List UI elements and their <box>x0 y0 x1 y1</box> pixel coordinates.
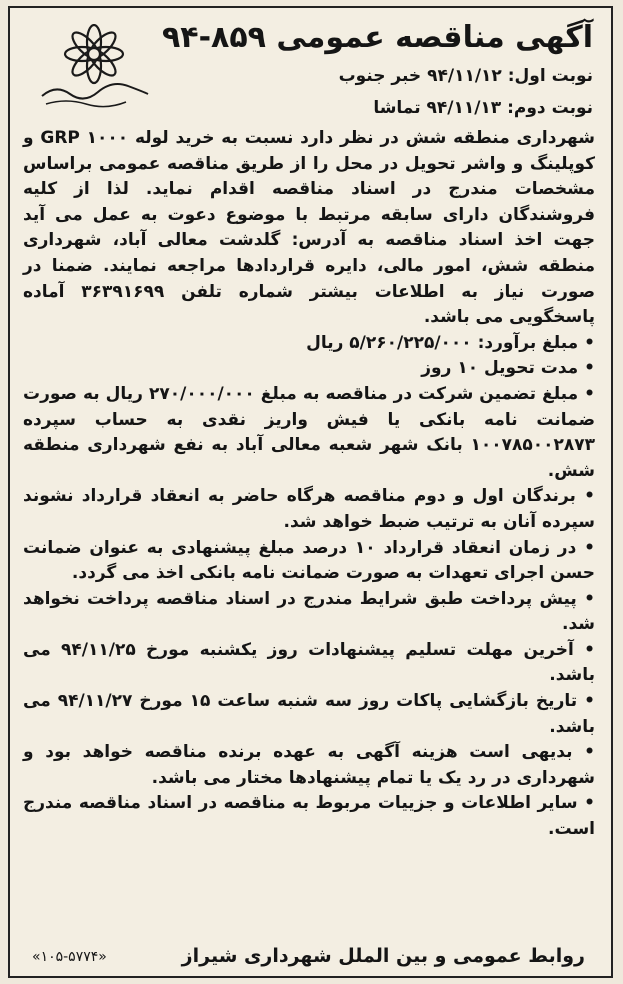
list-item: • مدت تحویل ۱۰ روز <box>23 356 595 382</box>
list-item: • آخرین مهلت تسلیم پیشنهادات روز یکشنبه مورخ ۹۴/۱۱/۲۵ می باشد. <box>23 638 595 689</box>
ad-code: «۱۰۵-۵۷۷۴» <box>32 949 107 965</box>
tender-notice <box>8 6 613 978</box>
intro-paragraph: شهرداری منطقه شش در نظر دارد نسبت به خرید لوله GRP ۱۰۰۰ و کوپلینگ و واشر تحویل در محل را از طریق مناقصه عمومی براساس مشخصات مندرج در اسناد مناقصه اقدام نماید. لذا از کلیه فروشندگان دارای سابقه مرتبط با موضوع دعوت به عمل می آید جهت اخذ اسناد مناقصه به آدرس: گلدشت معالی آباد، شهرداری منطقه شش، امور مالی، دایره قراردادها مراجعه نمایند. ضمنا در صورت نیاز به اطلاعات بیشتر شماره تلفن ۳۶۳۹۱۶۹۹ آماده پاسخگویی می باشد. <box>23 128 595 328</box>
footer <box>26 943 595 973</box>
list-item: • در زمان انعقاد قرارداد ۱۰ درصد مبلغ پیشنهادی به عنوان ضمانت حسن اجرای تعهدات به صورت ضمانت نامه بانکی اخذ می گردد. <box>23 536 595 587</box>
list-item: • تاریخ بازگشایی پاکات روز سه شنبه ساعت ۱۵ مورخ ۹۴/۱۱/۲۷ می باشد. <box>23 689 595 740</box>
notice-body <box>23 126 595 843</box>
list-item: • پیش پرداخت طبق شرایط مندرج در اسناد مناقصه پرداخت نخواهد شد. <box>23 587 595 638</box>
second-publication: نوبت دوم: ۹۴/۱۱/۱۳ تماشا <box>373 98 593 118</box>
list-item: • مبلغ تضمین شرکت در مناقصه به مبلغ ۲۷۰/۰۰۰/۰۰۰ ریال به صورت ضمانت نامه بانکی یا فیش واریز نقدی به حساب سپرده ۱۰۰۷۸۵۰۰۲۸۷۳ بانک شهر شعبه معالی آباد به نفع شهرداری منطقه شش. <box>23 382 595 484</box>
first-publication: نوبت اول: ۹۴/۱۱/۱۲ خبر جنوب <box>338 66 593 86</box>
list-item: • برندگان اول و دوم مناقصه هرگاه حاضر به انعقاد قرارداد نشوند سپرده آنان به ترتیب ضبط خواهد شد. <box>23 484 595 535</box>
list-item: • سایر اطلاعات و جزییات مربوط به مناقصه در اسناد مناقصه مندرج است. <box>23 791 595 842</box>
municipality-emblem-icon <box>36 24 154 114</box>
notice-title: آگهی مناقصه عمومی ۸۵۹-۹۴ <box>161 20 593 55</box>
list-item: • مبلغ برآورد: ۵/۲۶۰/۲۲۵/۰۰۰ ریال <box>23 331 595 357</box>
issuer-name: روابط عمومی و بین الملل شهرداری شیراز <box>181 945 585 967</box>
list-item: • بدیهی است هزینه آگهی به عهده برنده مناقصه خواهد بود و شهرداری در رد یک یا تمام پیشنهادها مختار می باشد. <box>23 740 595 791</box>
